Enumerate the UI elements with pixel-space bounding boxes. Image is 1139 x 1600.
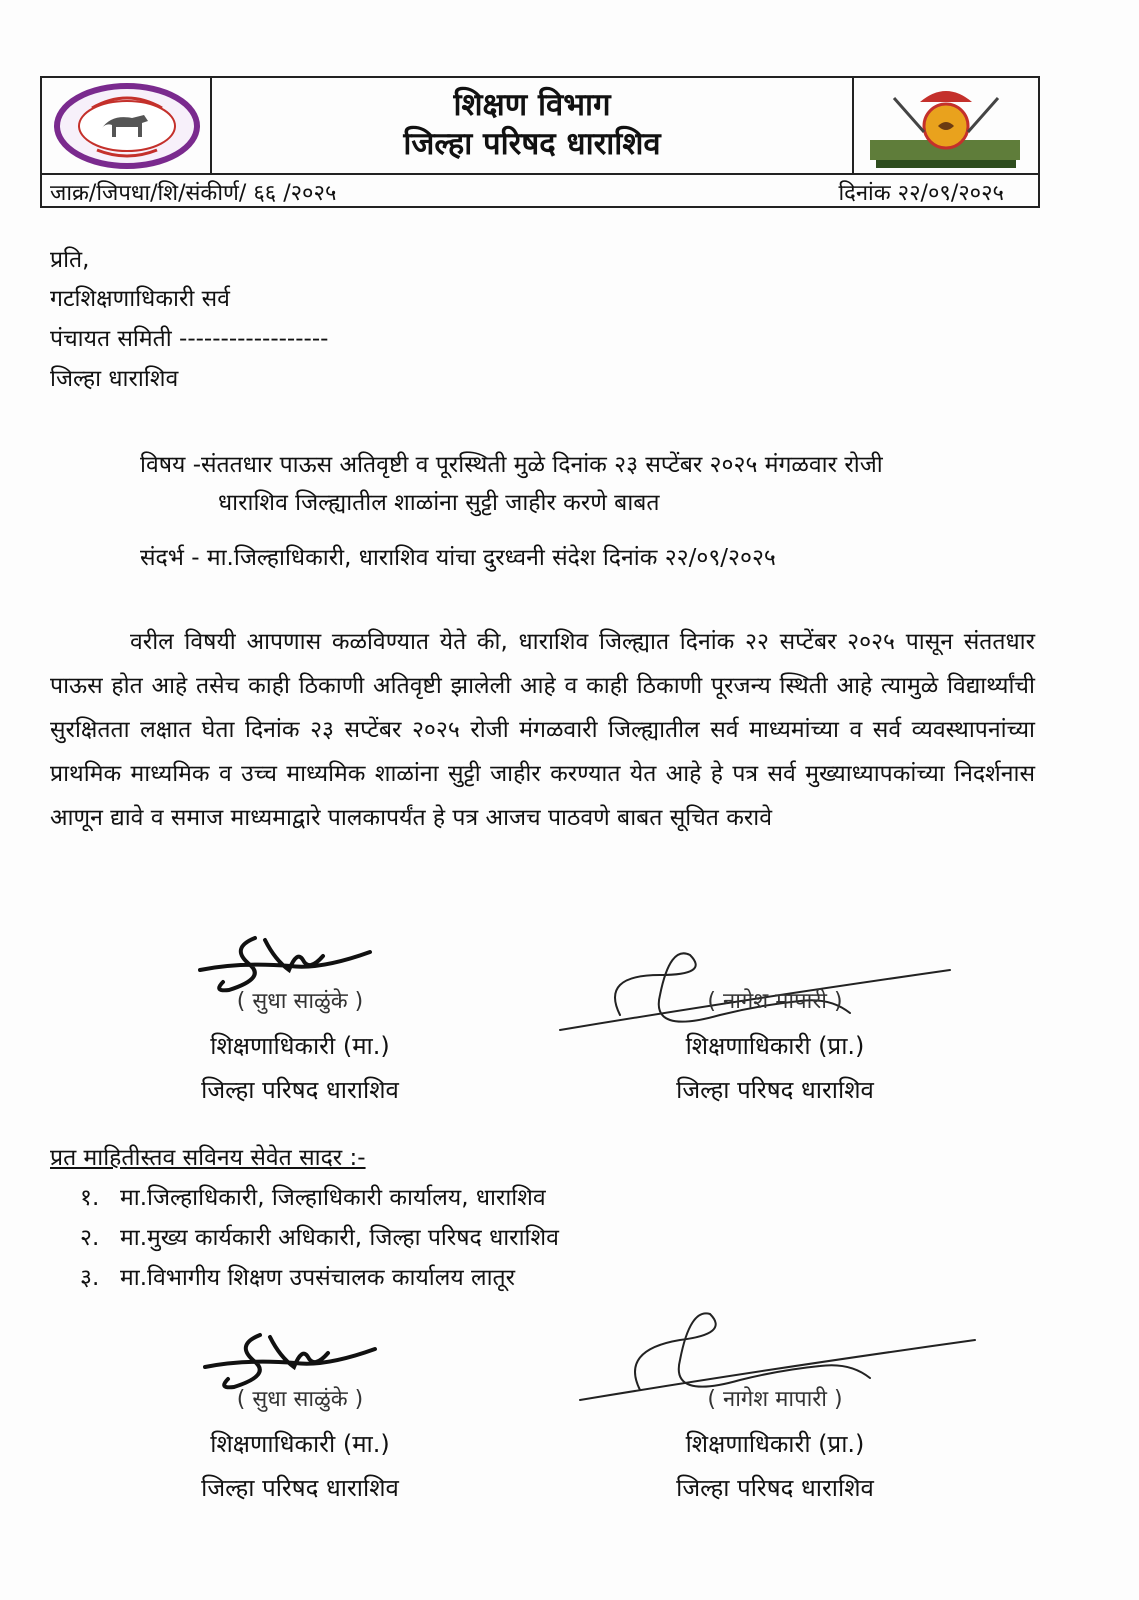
letter-body xyxy=(50,620,1035,840)
address-line-2: पंचायत समिती ------------------ xyxy=(50,326,329,352)
copy-to-list xyxy=(80,1178,559,1298)
subject-line-1: विषय -संततधार पाऊस अतिवृष्टी व पूरस्थिती मुळे दिनांक २३ सप्टेंबर २०२५ मंगळवार रोजी xyxy=(140,452,883,478)
copy-to-heading: प्रत माहितीस्तव सविनय सेवेत सादर :- xyxy=(50,1145,366,1171)
signatory-title: शिक्षणाधिकारी (प्रा.) xyxy=(685,1430,865,1458)
letter-date: दिनांक २२/०९/२०२५ xyxy=(838,181,1004,206)
list-item: ३. मा.विभागीय शिक्षण उपसंचालक कार्यालय लातूर xyxy=(80,1265,516,1291)
signatory-name: ( सुधा साळुंके ) xyxy=(236,1387,364,1412)
subject-line-2: धाराशिव जिल्ह्यातील शाळांना सुट्टी जाहीर करणे बाबत xyxy=(218,490,660,516)
signatory-title: शिक्षणाधिकारी (मा.) xyxy=(210,1032,390,1060)
office-title: जिल्हा परिषद धाराशिव xyxy=(403,126,661,162)
address-to: प्रति, xyxy=(50,247,90,273)
emblem-icon xyxy=(854,78,1040,173)
signature-block-right-2 xyxy=(610,1378,940,1510)
body-paragraph: वरील विषयी आपणास कळविण्यात येते की, धाराशिव जिल्ह्यात दिनांक २२ सप्टेंबर २०२५ पासून संततधार पाऊस होत आहे तसेच काही ठिकाणी अतिवृष्टी झालेली आहे व काही ठिकाणी पूरजन्य स्थिती आहे त्यामुळे विद्यार्थ्यांची सुरक्षितता लक्षात घेता दिनांक २३ सप्टेंबर २०२५ रोजी मंगळवारी जिल्ह्यातील सर्व माध्यमांच्या व सर्व व्यवस्थापनांच्या प्राथमिक माध्यमिक व उच्च माध्यमिक शाळांना सुट्टी जाहीर करण्यात येत आहे हे पत्र सर्व मुख्याध्यापकांच्या निदर्शनास आणून द्यावे व समाज माध्यमाद्वारे पालकापर्यंत हे पत्र आजच पाठवणे बाबत सूचित करावे xyxy=(50,629,1035,831)
signatory-name: ( नागेश मापारी ) xyxy=(707,1387,843,1412)
signatory-title: शिक्षणाधिकारी (मा.) xyxy=(210,1430,390,1458)
address-line-1: गटशिक्षणाधिकारी सर्व xyxy=(50,286,230,312)
signature-block-left-2 xyxy=(140,1378,460,1510)
signatory-name: ( सुधा साळुंके ) xyxy=(236,989,364,1014)
emblem-logo-right xyxy=(852,78,1038,173)
reference-row xyxy=(42,173,1038,208)
zp-logo-left xyxy=(42,78,212,173)
signatory-office: जिल्हा परिषद धाराशिव xyxy=(201,1076,399,1104)
reference-line: संदर्भ - मा.जिल्हाधिकारी, धाराशिव यांचा दुरध्वनी संदेश दिनांक २२/०९/२०२५ xyxy=(140,545,776,571)
signatory-name: ( नागेश मापारी ) xyxy=(707,989,843,1014)
signatory-office: जिल्हा परिषद धाराशिव xyxy=(676,1474,874,1502)
list-item: २. मा.मुख्य कार्यकारी अधिकारी, जिल्हा परिषद धाराशिव xyxy=(80,1225,559,1251)
zp-seal-icon xyxy=(42,78,212,173)
list-item: १. मा.जिल्हाधिकारी, जिल्हाधिकारी कार्यालय, धाराशिव xyxy=(80,1185,546,1211)
signatory-office: जिल्हा परिषद धाराशिव xyxy=(201,1474,399,1502)
signatory-office: जिल्हा परिषद धाराशिव xyxy=(676,1076,874,1104)
signature-block-right xyxy=(610,980,940,1112)
letterhead xyxy=(40,76,1040,208)
department-title: शिक्षण विभाग xyxy=(453,87,611,123)
address-line-3: जिल्हा धाराशिव xyxy=(50,366,179,392)
letterhead-titles xyxy=(212,78,852,173)
signature-block-left xyxy=(140,980,460,1112)
signatory-title: शिक्षणाधिकारी (प्रा.) xyxy=(685,1032,865,1060)
reference-number: जाक्र/जिपधा/शि/संकीर्ण/ ६६ /२०२५ xyxy=(50,181,337,206)
